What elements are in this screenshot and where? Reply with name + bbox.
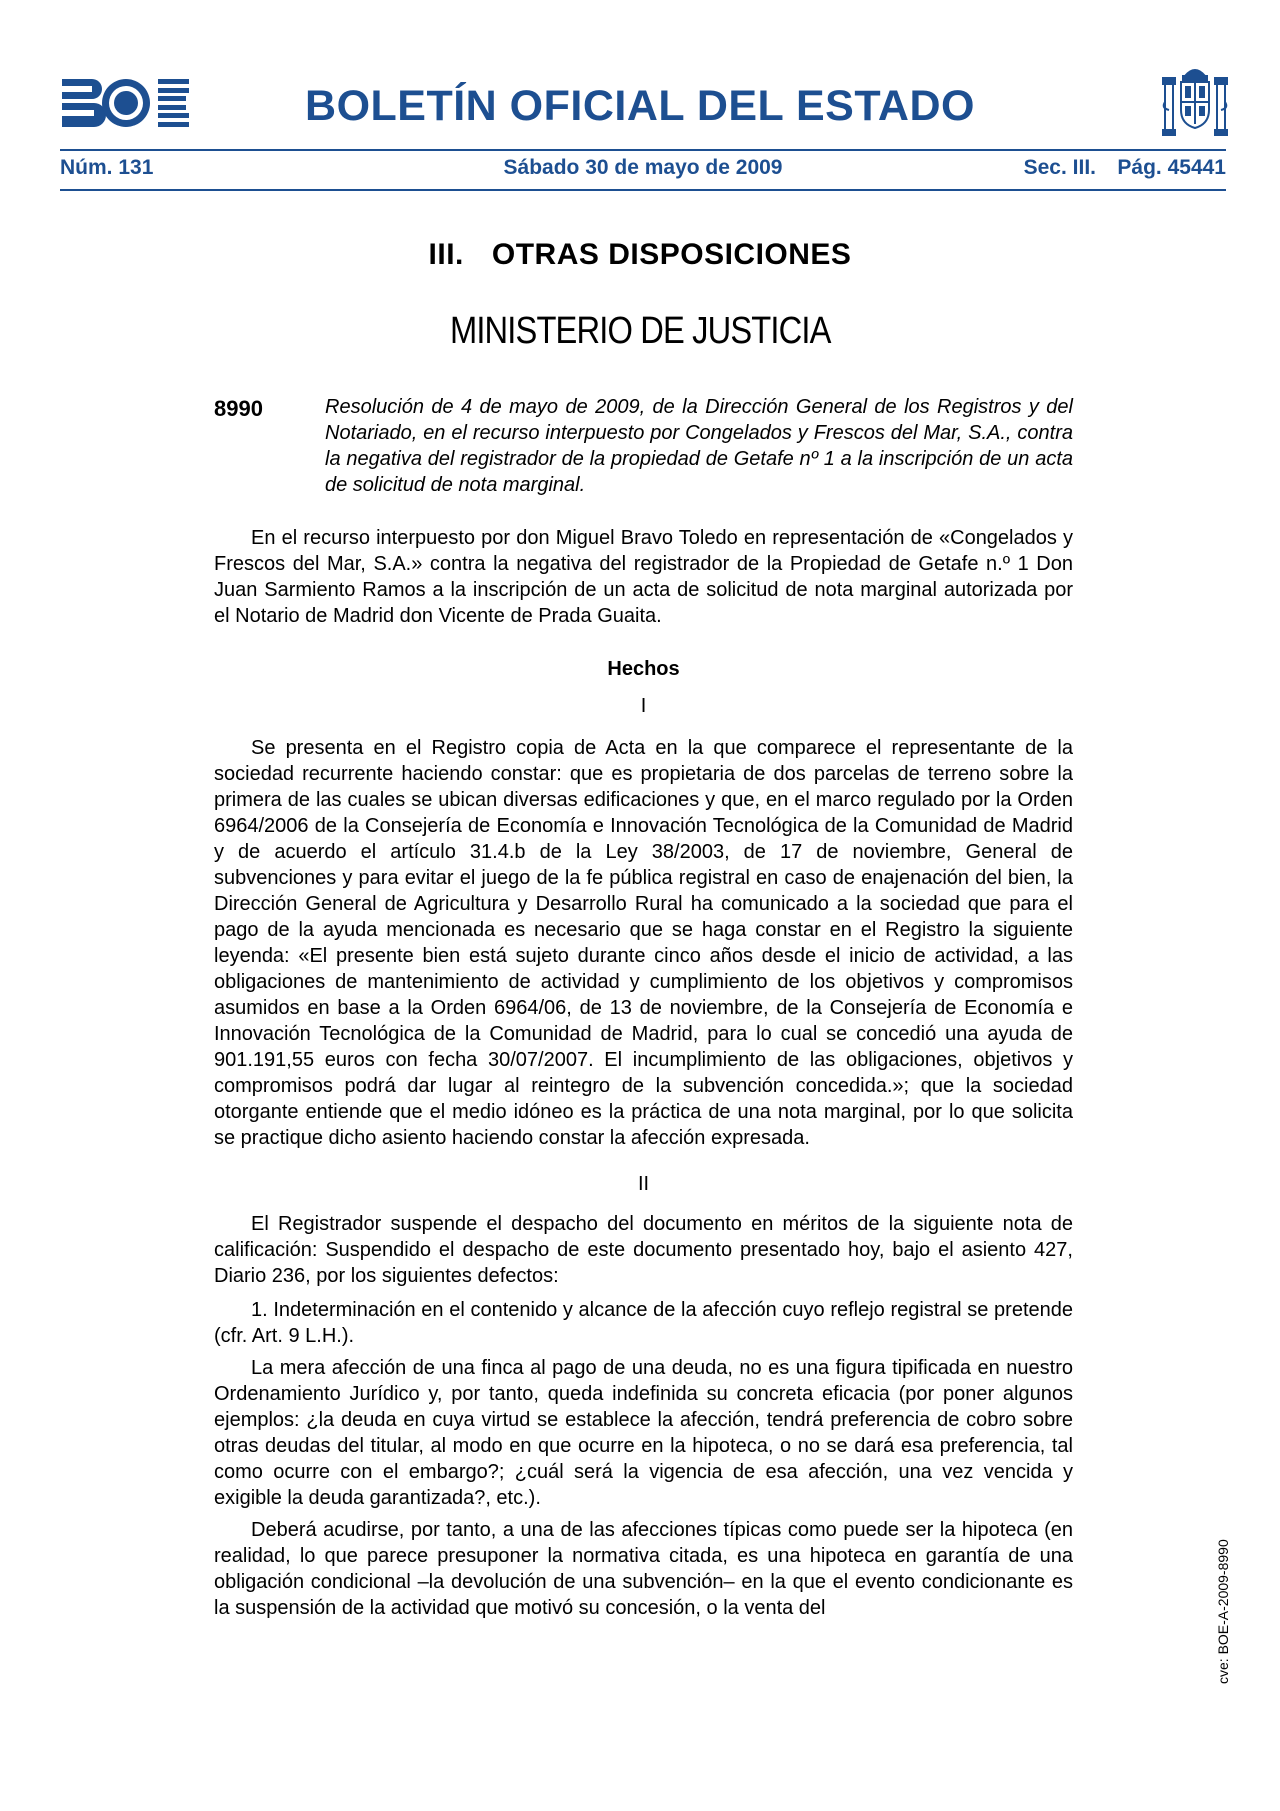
coat-of-arms-icon xyxy=(1161,62,1229,140)
ministry-name: MINISTERIO DE JUSTICIA xyxy=(449,310,831,352)
paragraph-1: Se presenta en el Registro copia de Acta en la que comparece el representante de la sociedad recurrente haciendo constar: que es propietaria de dos parcelas de terreno sobre la primera de las cuales se ubican diversas edificaciones y que, en el marco regulado por la Orden 6964/2006 de la Consejería de Economía e Innovación Tecnológica de la Comunidad de Madrid y de acuerdo el artículo 31.4.b de la Ley 38/2003, de 17 de noviembre, General de subvenciones y para evitar el juego de la fe pública registral en caso de enajenación del bien, la Dirección General de Agricultura y Desarrollo Rural ha comunicado a la sociedad que para el pago de la ayuda mencionada es necesario que se haga constar en el Registro la siguiente leyenda: «El presente bien está sujeto durante cinco años desde el inicio de actividad, a las obligaciones de mantenimiento de actividad y cumplimiento de los objetivos y compromisos asumidos en base a la Orden 6964/06, de 13 de noviembre, de la Consejería de Economía e Innovación Tecnológica de la Comunidad de Madrid, para lo cual se concedió una ayuda de 901.191,55 euros con fecha 30/07/2007. El incumplimiento de las obligaciones, objetivos y compromisos podrá dar lugar al reintegro de la subvención concedida.»; que la sociedad otorgante entiende que el medio idóneo es la práctica de una nota marginal, por lo que solicita se practique dicho asiento haciendo constar la afección expresada. xyxy=(214,737,1073,1149)
masthead-title: BOLETÍN OFICIAL DEL ESTADO xyxy=(305,82,975,130)
section-label: Sec. III. xyxy=(1023,156,1096,179)
document-number: 8990 xyxy=(214,396,263,421)
header-rule-top xyxy=(60,149,1226,151)
hechos-heading: Hechos xyxy=(607,658,680,680)
paragraph-2: El Registrador suspende el despacho del documento en méritos de la siguiente nota de calificación: Suspendido el despacho de este documento presentado hoy, bajo el asiento 427, Diario 236, por los siguientes defectos: xyxy=(214,1213,1073,1287)
header-meta xyxy=(60,156,1226,180)
section-name: OTRAS DISPOSICIONES xyxy=(491,238,852,271)
section-roman: III. xyxy=(428,238,464,271)
document-body xyxy=(214,525,1073,1621)
intro-paragraph: En el recurso interpuesto por don Miguel Bravo Toledo en representación de «Congelados y Frescos del Mar, S.A.» contra la negativa del registrador de la Propiedad de Getafe n.º 1 Don Juan Sarmiento Ramos a la inscripción de un acta de solicitud de nota marginal autorizada por el Notario de Madrid don Vicente de Prada Guaita. xyxy=(214,527,1073,627)
section-title xyxy=(0,238,1280,272)
issue-date: Sábado 30 de mayo de 2009 xyxy=(503,156,783,179)
defect-item-1: 1. Indeterminación en el contenido y alcance de la afección cuyo reflejo registral se pretende (cfr. Art. 9 L.H.). xyxy=(214,1299,1073,1347)
header-rule-bottom xyxy=(60,189,1226,191)
page-number: Pág. 45441 xyxy=(1117,156,1226,179)
roman-numeral-2: II xyxy=(637,1173,650,1195)
cve-identifier: cve: BOE-A-2009-8990 xyxy=(1215,1539,1231,1684)
paragraph-4: Deberá acudirse, por tanto, a una de las afecciones típicas como puede ser la hipoteca (en realidad, lo que parece presuponer la normativa citada, es una hipoteca en garantía de una obligación condicional –la devolución de una subvención– en la que el evento condicionante es la suspensión de la actividad que motivó su concesión, o la venta del xyxy=(214,1519,1073,1619)
issue-number: Núm. 131 xyxy=(60,156,154,179)
roman-numeral-1: I xyxy=(640,695,647,717)
ministry-title xyxy=(0,310,1280,353)
document-title: Resolución de 4 de mayo de 2009, de la Dirección General de los Registros y del Notariado, en el recurso interpuesto por Congelados y Frescos del Mar, S.A., contra la negativa del registrador de la propiedad de Getafe nº 1 a la inscripción de un acta de solicitud de nota marginal. xyxy=(325,396,1073,496)
paragraph-3: La mera afección de una finca al pago de una deuda, no es una figura tipificada en nuestro Ordenamiento Jurídico y, por tanto, queda indefinida su concreta eficacia (por poner algunos ejemplos: ¿la deuda en cuya virtud se establece la afección, tendrá preferencia de cobro sobre otras deudas del titular, al modo en que ocurre en la hipoteca, o no se dará esa preferencia, tal como ocurre con el embargo?; ¿cuál será la vigencia de esa afección, una vez vencida y exigible la deuda garantizada?, etc.). xyxy=(214,1357,1073,1509)
boe-logo xyxy=(60,77,191,129)
